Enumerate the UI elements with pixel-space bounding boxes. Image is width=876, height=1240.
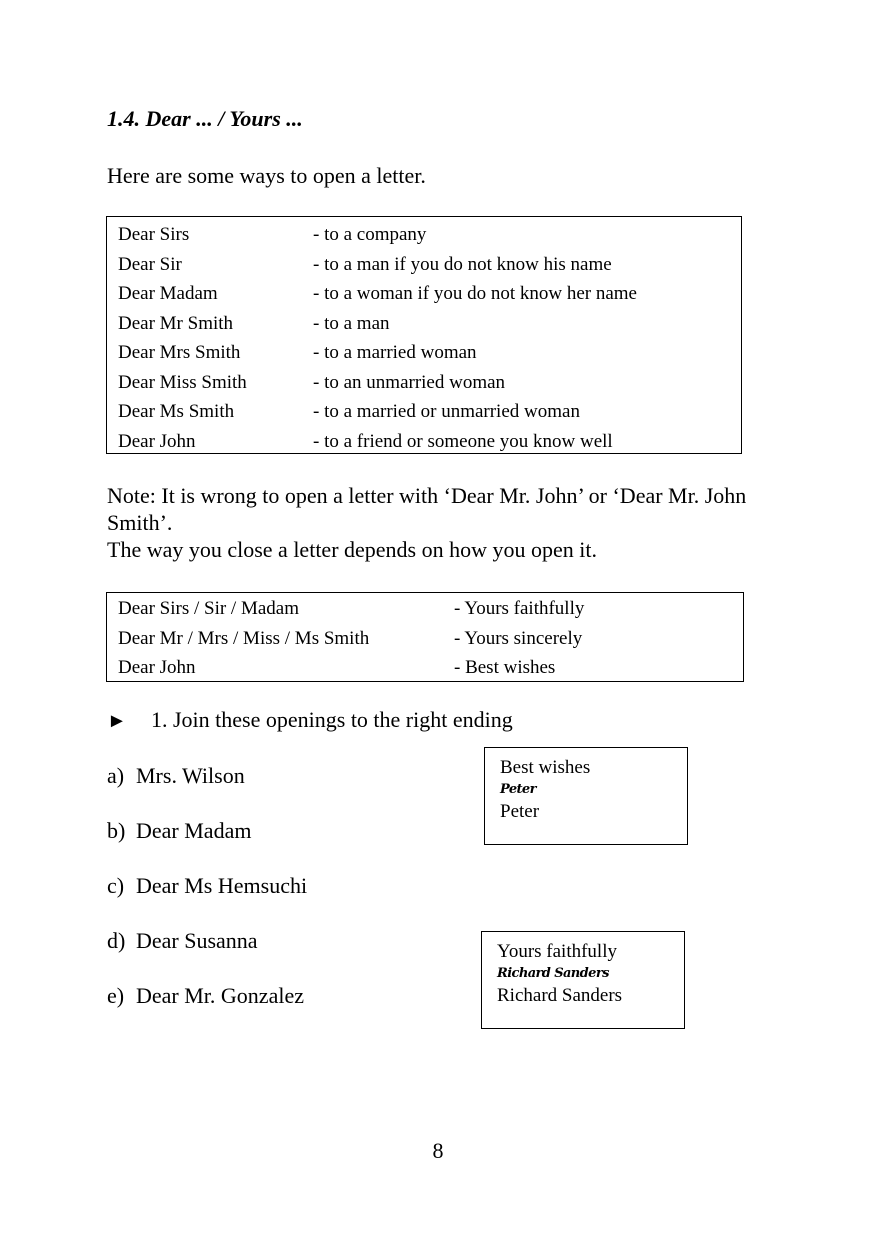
usage-cell: - to a company <box>313 224 427 245</box>
usage-cell: - to a man if you do not know his name <box>313 253 612 275</box>
ending-name: Richard Sanders <box>497 985 623 1006</box>
usage-cell: - to a woman if you do not know her name <box>313 283 637 304</box>
option-text: Dear Ms Hemsuchi <box>136 873 308 898</box>
ending-name: Peter <box>500 801 540 822</box>
table-row <box>107 220 741 250</box>
opening-cell: Dear John <box>118 657 196 678</box>
usage-cell: - to a married woman <box>313 342 477 363</box>
ending-box-best-wishes <box>484 747 688 845</box>
exercise-instruction <box>107 706 513 735</box>
salutation-cell: Dear Mr Smith <box>118 312 234 334</box>
list-item <box>107 927 258 955</box>
option-text: Dear Mr. Gonzalez <box>136 983 304 1008</box>
closing-cell: - Yours faithfully <box>454 598 585 619</box>
table-row <box>107 594 743 624</box>
closings-table <box>106 592 744 682</box>
option-label: e) <box>107 983 125 1008</box>
section-heading: 1.4. Dear ... / Yours ... <box>107 106 303 131</box>
handwritten-signature: Peter <box>500 782 536 797</box>
table-row <box>107 397 741 427</box>
salutation-cell: Dear Madam <box>118 283 218 304</box>
salutation-cell: Dear Miss Smith <box>118 371 247 393</box>
salutation-cell: Dear Ms Smith <box>118 401 235 422</box>
list-item <box>107 982 304 1010</box>
ending-closing: Best wishes <box>500 757 591 778</box>
list-item <box>107 817 251 845</box>
openings-table <box>106 216 742 454</box>
option-text: Dear Susanna <box>136 928 258 953</box>
option-label: a) <box>107 763 125 788</box>
salutation-cell: Dear Mrs Smith <box>118 342 241 363</box>
instruction-text: 1. Join these openings to the right ending <box>151 707 513 732</box>
closing-cell: - Yours sincerely <box>454 627 583 649</box>
table-row <box>107 368 741 398</box>
table-row <box>107 279 741 309</box>
salutation-cell: Dear Sir <box>118 253 182 275</box>
note-block <box>107 482 787 563</box>
table-row <box>107 338 741 368</box>
opening-cell: Dear Mr / Mrs / Miss / Ms Smith <box>118 627 370 649</box>
closing-cell: - Best wishes <box>454 657 556 678</box>
option-text: Mrs. Wilson <box>136 763 245 788</box>
note-line: The way you close a letter depends on how you open it. <box>107 537 597 562</box>
handwritten-signature: Richard Sanders <box>497 966 609 981</box>
option-label: b) <box>107 818 126 843</box>
usage-cell: - to an unmarried woman <box>313 371 506 393</box>
option-label: d) <box>107 928 126 953</box>
table-row <box>107 653 743 683</box>
opening-cell: Dear Sirs / Sir / Madam <box>118 598 300 619</box>
intro-text: Here are some ways to open a letter. <box>107 163 426 188</box>
table-row <box>107 250 741 280</box>
usage-cell: - to a man <box>313 312 390 334</box>
usage-cell: - to a friend or someone you know well <box>313 430 613 452</box>
ending-closing: Yours faithfully <box>497 941 617 962</box>
usage-cell: - to a married or unmarried woman <box>313 401 580 422</box>
ending-box-yours-faithfully <box>481 931 685 1029</box>
table-row <box>107 427 741 457</box>
salutation-cell: Dear John <box>118 430 196 452</box>
option-text: Dear Madam <box>136 818 252 843</box>
table-row <box>107 624 743 654</box>
list-item <box>107 762 245 790</box>
arrow-icon: ► <box>107 710 127 732</box>
table-row <box>107 309 741 339</box>
option-label: c) <box>107 873 125 898</box>
salutation-cell: Dear Sirs <box>118 224 190 245</box>
note-line: Note: It is wrong to open a letter with ‘Dear Mr. John’ or ‘Dear Mr. John Smith’. <box>107 483 747 535</box>
list-item <box>107 872 307 900</box>
page-number: 8 <box>432 1138 444 1163</box>
